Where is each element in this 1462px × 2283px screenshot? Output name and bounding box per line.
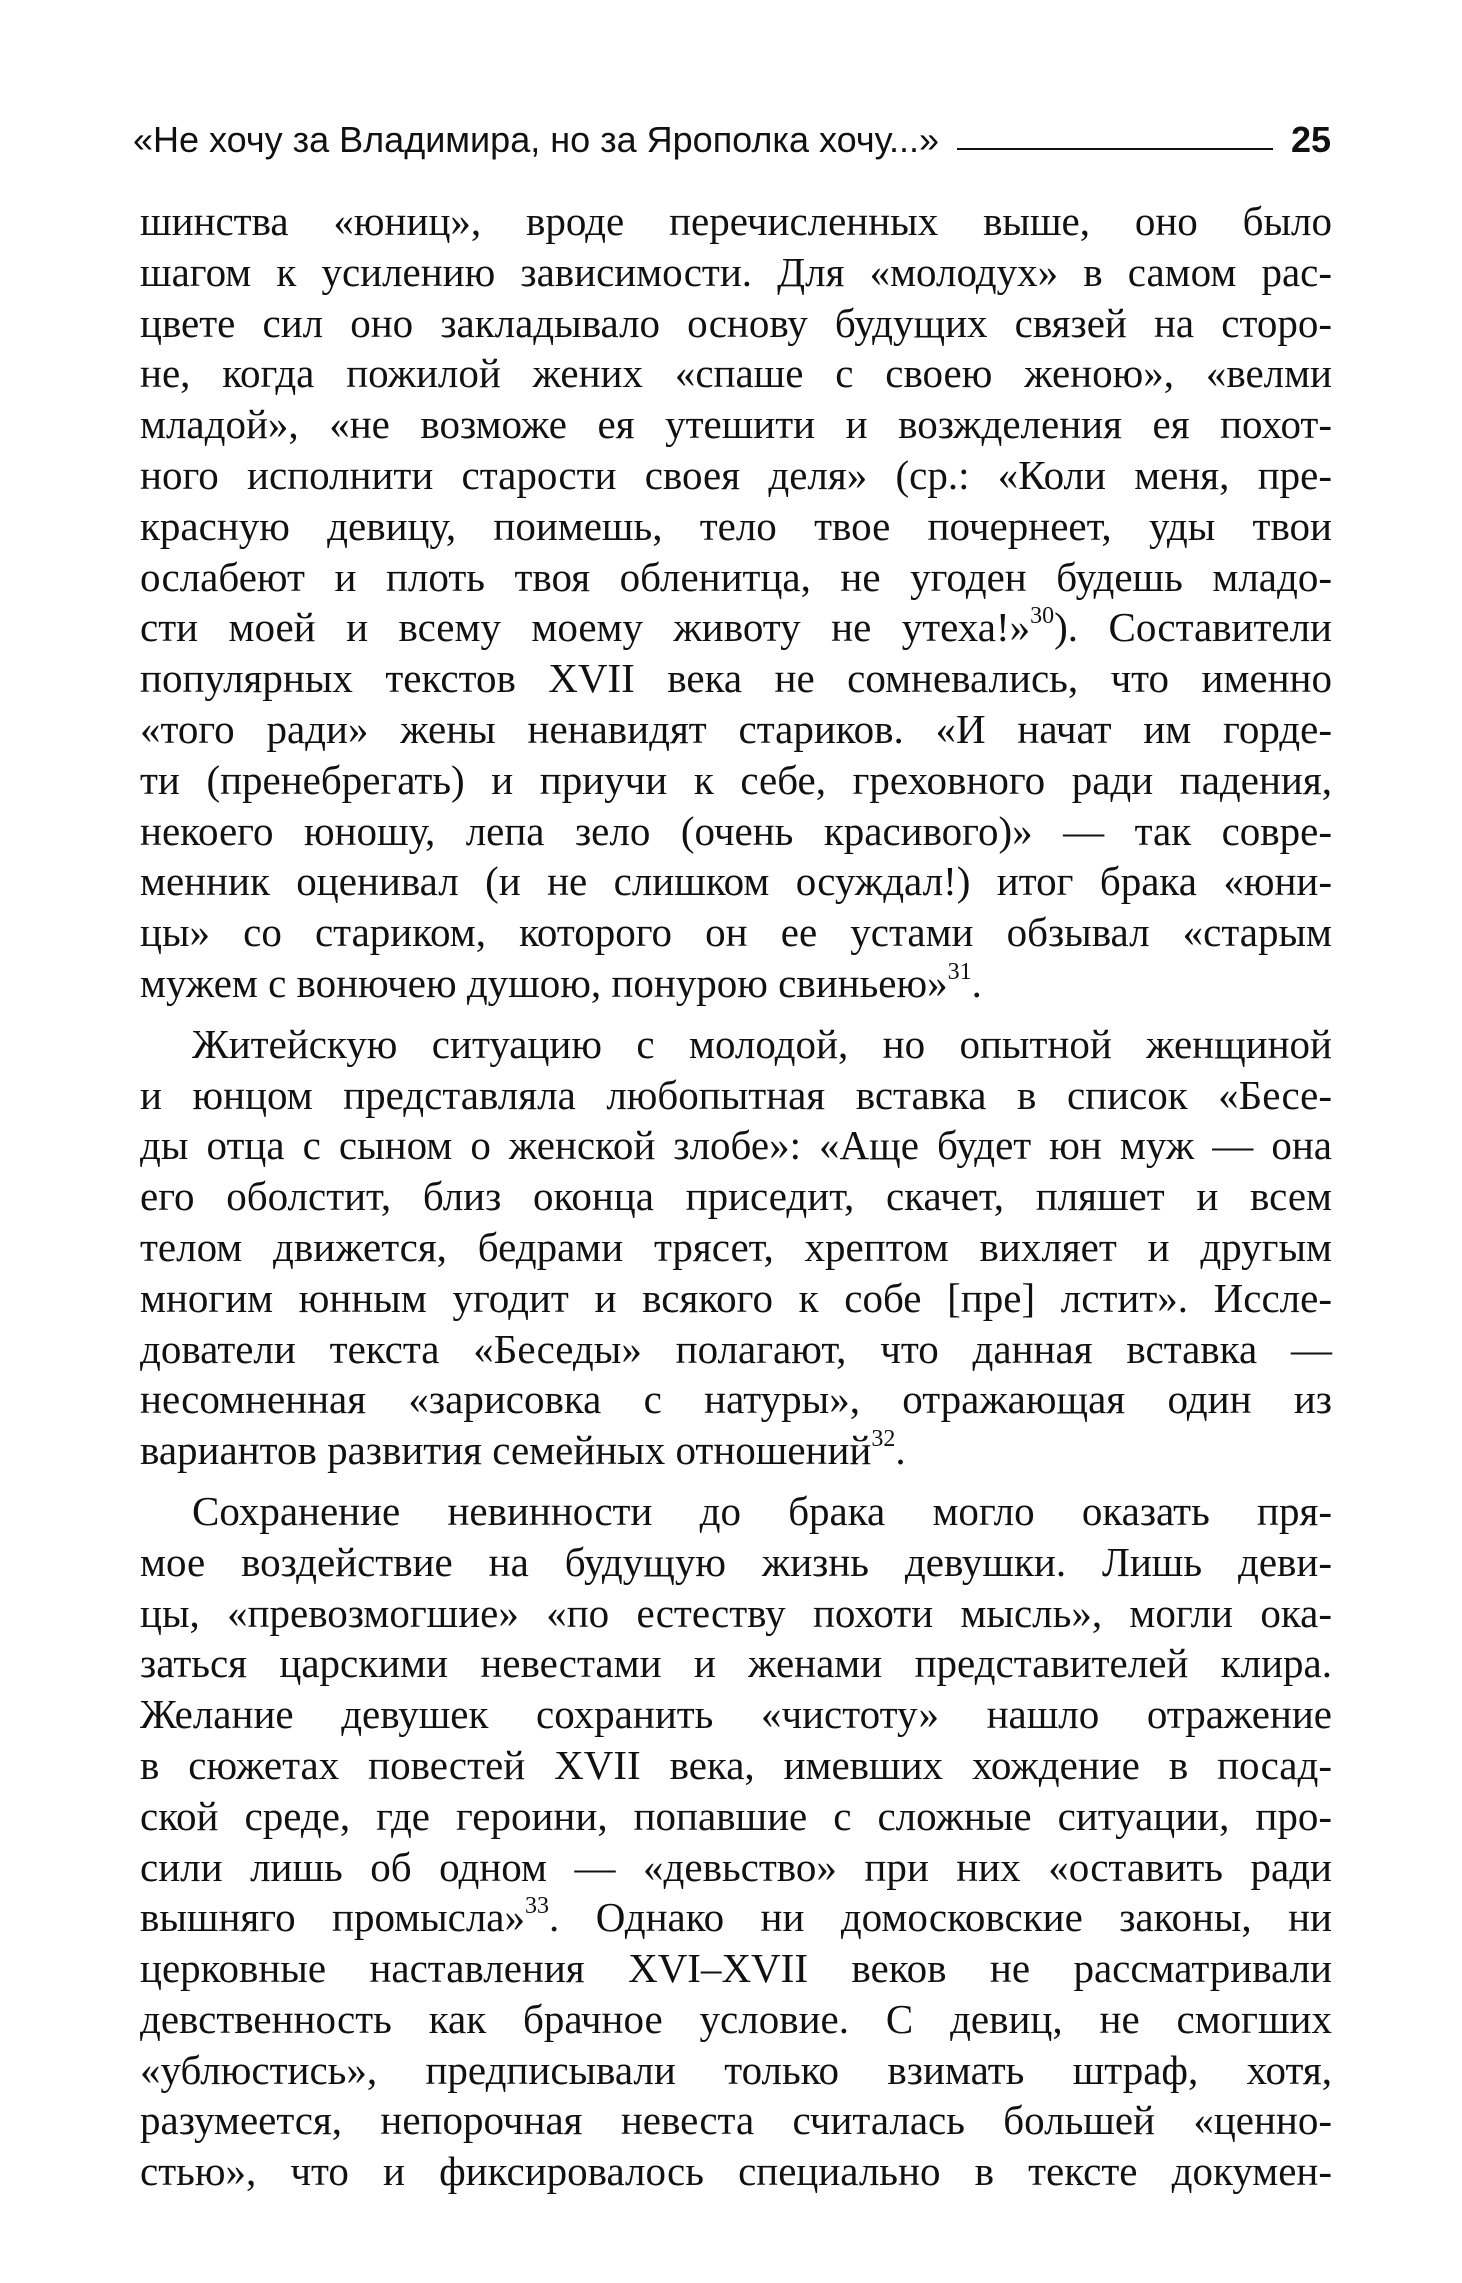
text-line: мое воздействие на будущую жизнь девушки. Лишь деви- [140,1538,1332,1585]
text-line: его оболстит, близ оконца приседит, скачет, пляшет и всем [140,1173,1332,1220]
text-line: популярных текстов XVII века не сомневались, что именно [140,655,1332,702]
text-line: заться царскими невестами и женами представителей клира. [140,1640,1332,1687]
footnote-ref: 31 [947,958,972,985]
text-line: дователи текста «Беседы» полагают, что данная вставка — [140,1325,1332,1372]
text-line: многим юнным угодит и всякого к собе [пре] лстит». Иссле- [140,1274,1332,1321]
text-fragment: мужем с вонючею душою, понурою свиньею» [140,959,948,1006]
text-line: разумеется, непорочная невеста считалась большей «ценно- [140,2097,1332,2144]
running-title: «Не хочу за Владимира, но за Ярополка хочу...» [133,119,939,160]
paragraph-1 [140,196,1332,1009]
text-line: некоего юношу, лепа зело (очень красивого)» — так совре- [140,807,1332,854]
text-line: Желание девушек сохранить «чистоту» нашло отражение [140,1691,1332,1738]
text-fragment: вышняго промысла» [140,1894,526,1941]
paragraph-3 [140,1486,1332,2197]
text-fragment: сти моей и всему моему животу не утеха!» [140,604,1031,651]
text-line: девственность как брачное условие. С девиц, не смогших [140,1995,1332,2042]
footnote-ref: 32 [871,1426,896,1453]
page-number: 25 [1290,119,1331,160]
text-line: церковные наставления XVI–XVII веков не рассматривали [140,1945,1332,1992]
text-line: шинства «юниц», вроде перечисленных выше, оно было [140,198,1332,244]
text-line: менник оценивал (и не слишком осуждал!) итог брака «юни- [140,858,1332,905]
text-fragment: ). Составители [1054,604,1332,651]
text-line: шагом к усилению зависимости. Для «молодух» в самом рас- [140,248,1332,295]
text-line: сили лишь об одном — «девьство» при них «оставить ради [140,1843,1332,1890]
text-line: цы» со стариком, которого он ее устами обзывал «старым [140,909,1332,956]
paragraph-gap [140,1009,1332,1019]
text-line: стью», что и фиксировалось специально в тексте докумен- [140,2148,1332,2195]
text-line: цвете сил оно закладывало основу будущих связей на сторо- [140,299,1332,346]
body-text [140,196,1332,2197]
text-line: несомненная «зарисовка с натуры», отражающая один из [140,1376,1332,1423]
text-line [140,602,1332,653]
text-fragment: . Однако ни домосковские законы, ни [549,1894,1332,1941]
text-line [140,1892,1332,1943]
text-line: «того ради» жены ненавидят стариков. «И начат им горде- [140,705,1332,752]
text-line: в сюжетах повестей XVII века, имевших хождение в посад- [140,1741,1332,1788]
running-header [133,100,1331,160]
text-line [140,958,1332,1009]
text-line: цы, «превозмогшие» «по естеству похоти мысль», могли ока- [140,1589,1332,1636]
paragraph-gap [140,1476,1332,1486]
text-line: Житейскую ситуацию с молодой, но опытной женщиной [192,1020,1332,1067]
text-line: телом движется, бедрами трясет, хрептом вихляет и другым [140,1223,1332,1270]
text-line: ской среде, где героини, попавшие с сложные ситуации, про- [140,1792,1332,1839]
text-fragment: вариантов развития семейных отношений [140,1427,872,1474]
text-line: не, когда пожилой жених «спаше с своею женою», «велми [140,350,1332,397]
text-line: ти (пренебрегать) и приучи к себе, греховного ради падения, [140,756,1332,803]
text-line: Сохранение невинности до брака могло оказать пря- [192,1487,1332,1534]
header-rule [957,148,1273,150]
text-line: и юнцом представляла любопытная вставка в список «Бесе- [140,1071,1332,1118]
text-line: ды отца с сыном о женской злобе»: «Аще будет юн муж — она [140,1122,1332,1169]
text-line: младой», «не возможе ея утешити и возжделения ея похот- [140,401,1332,448]
text-fragment: . [971,959,982,1006]
text-line: «ублюстись», предписывали только взимать штраф, хотя, [140,2046,1332,2093]
text-fragment: . [895,1427,906,1474]
text-line: ного исполнити старости своея деля» (ср.: «Коли меня, пре- [140,451,1332,498]
text-line: красную девицу, поимешь, тело твое почернеет, уды твои [140,502,1332,549]
footnote-ref: 33 [525,1893,550,1920]
text-line: ослабеют и плоть твоя обленитца, не угоден будешь младо- [140,553,1332,600]
paragraph-2 [140,1019,1332,1476]
footnote-ref: 30 [1030,603,1055,630]
text-line [140,1425,1332,1476]
